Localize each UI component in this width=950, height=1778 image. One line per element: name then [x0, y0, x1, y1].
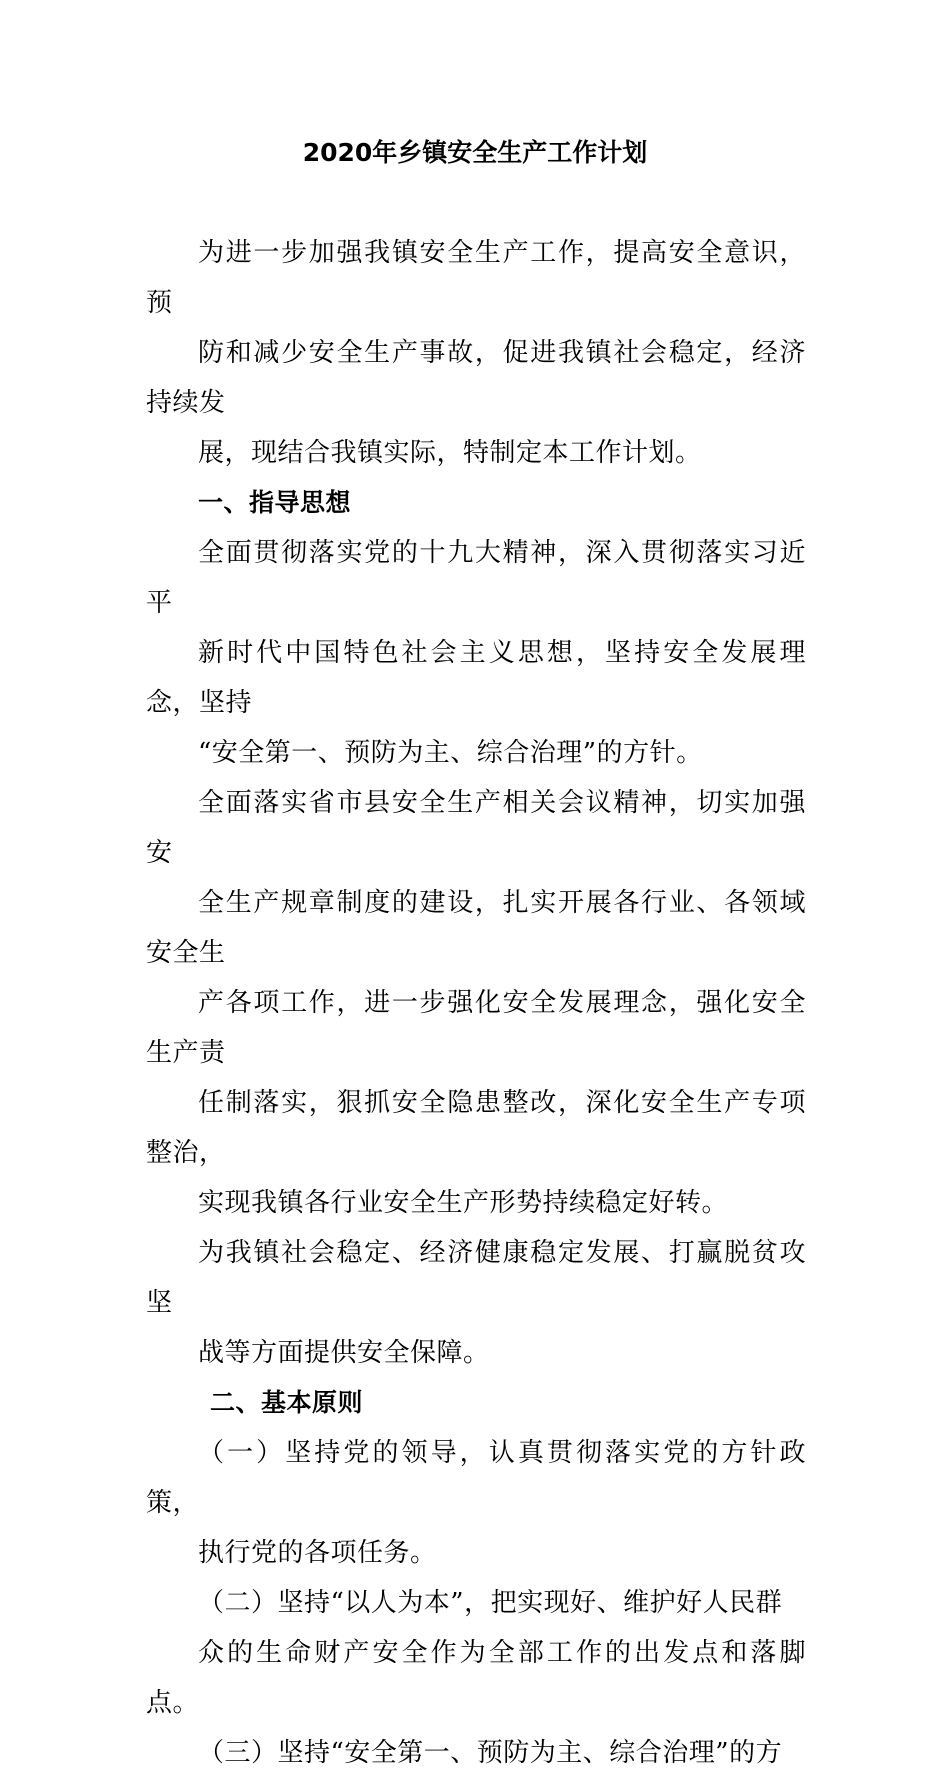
text-line: （一）坚持党的领导，认真贯彻落实党的方针政策，: [146, 1438, 806, 1518]
section-heading-guiding-ideology: 一、指导思想: [198, 488, 352, 517]
list-item: [146, 1428, 806, 1578]
list-item: [146, 1578, 806, 1728]
text-line: 为我镇社会稳定、经济健康稳定发展、打赢脱贫攻坚: [146, 1238, 806, 1318]
document-body: [146, 228, 806, 1778]
paragraph: [146, 528, 806, 778]
paragraph: [146, 1228, 806, 1378]
text-line: 全面落实省市县安全生产相关会议精神，切实加强安: [146, 788, 806, 868]
text-line: 新时代中国特色社会主义思想，坚持安全发展理念，坚持: [146, 638, 806, 718]
text-line: 众的生命财产安全作为全部工作的出发点和落脚点。: [146, 1638, 806, 1718]
text-line: 展，现结合我镇实际，特制定本工作计划。: [198, 438, 702, 468]
text-line: （二）坚持“以人为本”，把实现好、维护好人民群: [198, 1588, 783, 1618]
text-line: 任制落实，狠抓安全隐患整改，深化安全生产专项整治，: [146, 1088, 806, 1168]
text-line: 战等方面提供安全保障。: [198, 1338, 490, 1368]
section-heading-basic-principles: 二、基本原则: [210, 1388, 364, 1417]
intro-paragraph: [146, 228, 806, 478]
text-line: 全生产规章制度的建设，扎实开展各行业、各领域安全生: [146, 888, 806, 968]
text-line: 实现我镇各行业安全生产形势持续稳定好转。: [198, 1188, 729, 1218]
text-line: 全面贯彻落实党的十九大精神，深入贯彻落实习近平: [146, 538, 806, 618]
document-title: 2020年乡镇安全生产工作计划: [302, 138, 648, 167]
text-line: 执行党的各项任务。: [198, 1538, 437, 1568]
paragraph: [146, 778, 806, 1228]
text-line: 产各项工作，进一步强化安全发展理念，强化安全生产责: [146, 988, 806, 1068]
text-line: 防和减少安全生产事故，促进我镇社会稳定，经济持续发: [146, 338, 806, 418]
text-line: （三）坚持“安全第一、预防为主、综合治理”的方: [198, 1738, 783, 1768]
list-item: [146, 1728, 806, 1778]
text-line: 为进一步加强我镇安全生产工作，提高安全意识，预: [146, 238, 806, 318]
text-line: “安全第一、预防为主、综合治理”的方针。: [198, 738, 703, 768]
